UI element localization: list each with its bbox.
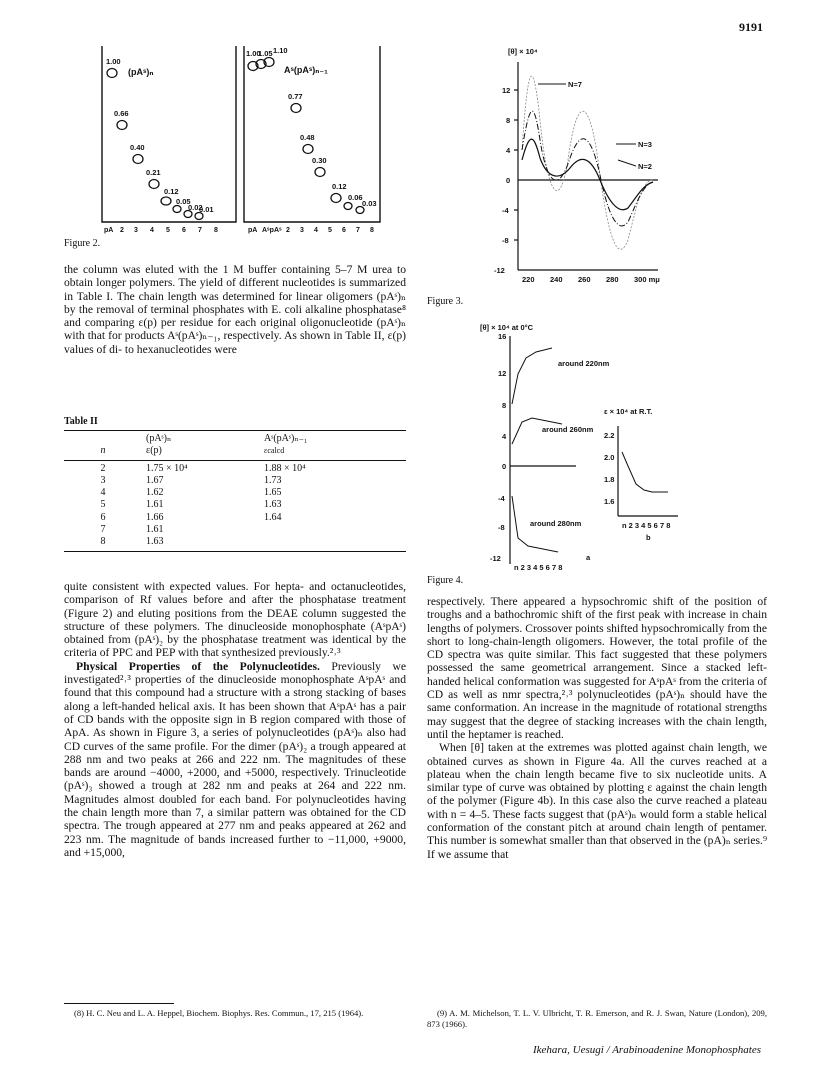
spot-value: 1.00 — [106, 57, 121, 66]
svg-text:1.6: 1.6 — [604, 497, 615, 506]
svg-text:12: 12 — [498, 369, 507, 378]
spot-value: 0.48 — [300, 133, 315, 142]
svg-text:6: 6 — [342, 227, 346, 234]
footnote-8: (8) H. C. Neu and L. A. Heppel, Biochem. Biophys. Res. Commun., 17, 215 (1964). — [74, 1008, 364, 1018]
svg-text:pA: pA — [104, 227, 114, 234]
svg-text:-8: -8 — [498, 523, 505, 532]
table-title: Table II — [64, 416, 98, 427]
panel-label-a: a — [586, 553, 591, 562]
spot — [149, 180, 159, 189]
svg-text:-12: -12 — [490, 554, 501, 563]
series-label: N=3 — [638, 140, 652, 149]
series-label: (pAˢ)ₙ — [128, 67, 154, 77]
table-row: 3 1.67 1.73 — [100, 474, 282, 486]
label-arrow — [618, 160, 636, 166]
series-line-n3 — [522, 111, 653, 226]
spot-value: 0.77 — [288, 92, 303, 101]
svg-text:AˢpAˢ: AˢpAˢ — [262, 227, 282, 234]
svg-text:-8: -8 — [502, 236, 509, 245]
spot-value: 0.01 — [199, 205, 214, 214]
svg-text:2: 2 — [120, 227, 124, 234]
svg-text:2.2: 2.2 — [604, 431, 615, 440]
running-footer: Ikehara, Uesugi / Arabinoadenine Monophosphates — [532, 1044, 761, 1056]
y-axis-label: [θ] × 10⁴ — [508, 47, 538, 56]
body-text-left-1: the column was eluted with the 1 M buffer containing 5–7 M urea to obtain longer polymers. The yield of different nucleotides is summarized in Table I. The chain length was determined for linear oligomers (pAˢ)ₙ by the removal of terminal phosphates with E. coli alkaline phosphatase⁸ and comparing ε(p) per residue for each original oligonucleotide (pAˢ)ₙ with that for products Aˢ(pAˢ)ₙ₋₁, respectively. As shown in Table II, ε(p) values of di- to hexanucleotides were — [64, 263, 406, 356]
figure-2-chromatogram — [98, 44, 414, 234]
table-row: 2 1.75 × 10⁴ 1.88 × 10⁴ — [100, 462, 306, 474]
spot — [173, 206, 181, 213]
spot-value: 0.66 — [114, 109, 129, 118]
svg-text:1.8: 1.8 — [604, 475, 615, 484]
svg-text:4: 4 — [150, 227, 154, 234]
svg-text:240: 240 — [550, 275, 563, 284]
svg-text:5: 5 — [328, 227, 332, 234]
spot-value: 0.03 — [362, 199, 377, 208]
svg-text:7: 7 — [356, 227, 360, 234]
spot — [161, 197, 171, 205]
spot — [315, 168, 325, 177]
spot-value: 1.00 — [246, 49, 261, 58]
svg-text:16: 16 — [498, 332, 507, 341]
svg-text:7: 7 — [198, 227, 202, 234]
svg-text:260: 260 — [578, 275, 591, 284]
figure-3-cd-spectra — [478, 40, 698, 290]
eps-label: ε × 10⁴ at R.T. — [604, 407, 653, 416]
figure-4-caption: Figure 4. — [427, 575, 464, 586]
svg-text:-12: -12 — [494, 266, 505, 275]
footnote-9: (9) A. M. Michelson, T. L. V. Ulbricht, T. R. Emerson, and R. J. Swan, Nature (London), 209, 873 (1966). — [427, 1008, 767, 1029]
table-row: 5 1.61 1.63 — [100, 499, 282, 511]
spot-value: 0.40 — [130, 143, 145, 152]
table-row: 4 1.62 1.65 — [100, 487, 282, 499]
series-label: N=7 — [568, 80, 582, 89]
svg-text:12: 12 — [502, 86, 511, 95]
spot — [331, 194, 341, 203]
spot — [291, 104, 301, 113]
section-heading: Physical Properties of the Polynucleotides. — [76, 659, 320, 673]
series-label: N=2 — [638, 162, 652, 171]
series-label: around 260nm — [542, 425, 594, 434]
spot — [344, 203, 352, 210]
body-text-right: respectively. There appeared a hypsochromic shift of the position of troughs and a bathochromic shift of the first peak with increase in chain lengths of polymers. Crossover points shifted hypsochromically from the short to long-chain-length oligomers. However, the total profile of the CD spectra was quite similar. This fact suggested that these polymers possessed the same geometrical arrangement. Since a stacked left-handed helical conformation was suggested for AˢpAˢ from the criteria of CD as well as nmr spectra,²˒³ polynucleotides (pAˢ)ₙ should have the same conformation. An increase in the magnitude of rotational strengths may suggest that the degree of stacking increases with the chain length, until the heptamer is reached. When [θ] taken at the extremes was plotted against chain length, we obtained curves as shown in Figure 4a. All the curves reached at a plateau when the chain length became five to six nucleotide units. A similar type of curve was obtained by plotting ε against the chain length of the polymer (Figure 4b). In this case also the curve reached a plateau with n = 4–5. These facts suggest that (pAˢ)ₙ would form a stable helical conformation of the constant pitch at around chain length of pentamer. This number is somewhat smaller than that observed in the (pA)ₙ series.⁹ If we assume that — [427, 595, 767, 861]
svg-text:0: 0 — [502, 462, 507, 471]
svg-text:8: 8 — [502, 401, 507, 410]
spot — [107, 69, 117, 78]
svg-text:0: 0 — [506, 176, 511, 185]
spot-value: 1.10 — [273, 46, 288, 55]
svg-text:280: 280 — [606, 275, 619, 284]
y-axis-label: [θ] × 10⁴ at 0°C — [480, 323, 534, 332]
svg-text:6: 6 — [182, 227, 186, 234]
svg-text:5: 5 — [166, 227, 170, 234]
svg-text:3: 3 — [300, 227, 304, 234]
svg-text:-4: -4 — [498, 494, 505, 503]
spot-value: 0.12 — [332, 182, 347, 191]
series-label: Aˢ(pAˢ)ₙ₋₁ — [284, 65, 328, 75]
figure-2-caption: Figure 2. — [64, 238, 101, 249]
page-number: 9191 — [739, 20, 763, 34]
body-text-left-2: quite consistent with expected values. For hepta- and octanucleotides, comparison of Rf values before and after the phosphatase treatment (Figure 2) and eluting positions from the DEAE column suggested the structure of these polymers. The dinucleoside monophosphate (AˢpAˢ) obtained from (pAˢ)₂ by the phosphatase treatment was identical by the criteria of PPC and PEP with that synthesized previously.²˒³ Physical Properties of the Polynucleotides. Previously we investigated²˒³ properties of the dinucleoside monophosphate AˢpAˢ and found that this compound had a structure with a strong stacking of bases along a left-handed helical axis. It has been shown that AˢpAˢ has a pair of CD bands with the opposite sign in B region compared with those of ApA. As shown in Figure 3, a series of polynucleotides (pAˢ)ₙ also had CD curves of the same profile. For the dimer (pAˢ)₂ a trough appeared at 288 nm and two peaks at 266 and 222 nm. The magnitudes of these bands are around −4000, +2000, and +5000, respectively. Trinucleotide (pAˢ)₃ showed a trough at 282 nm and peaks at 264 and 222 nm. Magnitudes almost doubled for each band. For polynucleotides having the chain length more than 7, a similar pattern was obtained for the CD spectra. The trough appeared at 277 nm and peaks appeared at 262 and 223 nm. The magnitude of bands increased further to −11,000, +9000, and +15,000, — [64, 580, 406, 859]
table-2 — [64, 416, 406, 552]
spot-value: 0.12 — [164, 187, 179, 196]
table-row: 7 1.61 — [100, 524, 164, 536]
svg-text:300 mμ: 300 mμ — [634, 275, 660, 284]
svg-text:3: 3 — [134, 227, 138, 234]
svg-text:4: 4 — [502, 432, 507, 441]
svg-text:8: 8 — [370, 227, 374, 234]
spot-value: 0.05 — [176, 197, 191, 206]
spot-value: 0.30 — [312, 156, 327, 165]
svg-text:220: 220 — [522, 275, 535, 284]
panel-label-b: b — [646, 533, 651, 542]
spot-value: 0.02 — [188, 203, 203, 212]
series-label: around 280nm — [530, 519, 582, 528]
spot — [133, 155, 143, 164]
spot-value: 0.06 — [348, 193, 363, 202]
svg-text:pA: pA — [248, 227, 258, 234]
table-row: 8 1.63 — [100, 536, 164, 548]
svg-text:8: 8 — [214, 227, 218, 234]
table-header-row: (pAˢ)ₙ Aˢ(pAˢ)ₙ₋₁ — [146, 433, 308, 444]
svg-text:-4: -4 — [502, 206, 509, 215]
n-axis-b: n 2 3 4 5 6 7 8 — [622, 521, 671, 530]
svg-text:4: 4 — [506, 146, 511, 155]
svg-text:8: 8 — [506, 116, 511, 125]
table-header-row: n ε(p) εcalcd — [100, 445, 285, 457]
spot — [117, 121, 127, 130]
figure-3-caption: Figure 3. — [427, 296, 464, 307]
svg-text:2.0: 2.0 — [604, 453, 615, 462]
table-row: 6 1.66 1.64 — [100, 511, 282, 523]
figure-4-plots — [478, 316, 698, 572]
spot — [303, 145, 313, 154]
svg-text:4: 4 — [314, 227, 318, 234]
n-axis-a: n 2 3 4 5 6 7 8 — [514, 563, 563, 572]
svg-text:2: 2 — [286, 227, 290, 234]
series-label: around 220nm — [558, 359, 610, 368]
spot-value: 1.05 — [258, 49, 273, 58]
spot-value: 0.21 — [146, 168, 161, 177]
